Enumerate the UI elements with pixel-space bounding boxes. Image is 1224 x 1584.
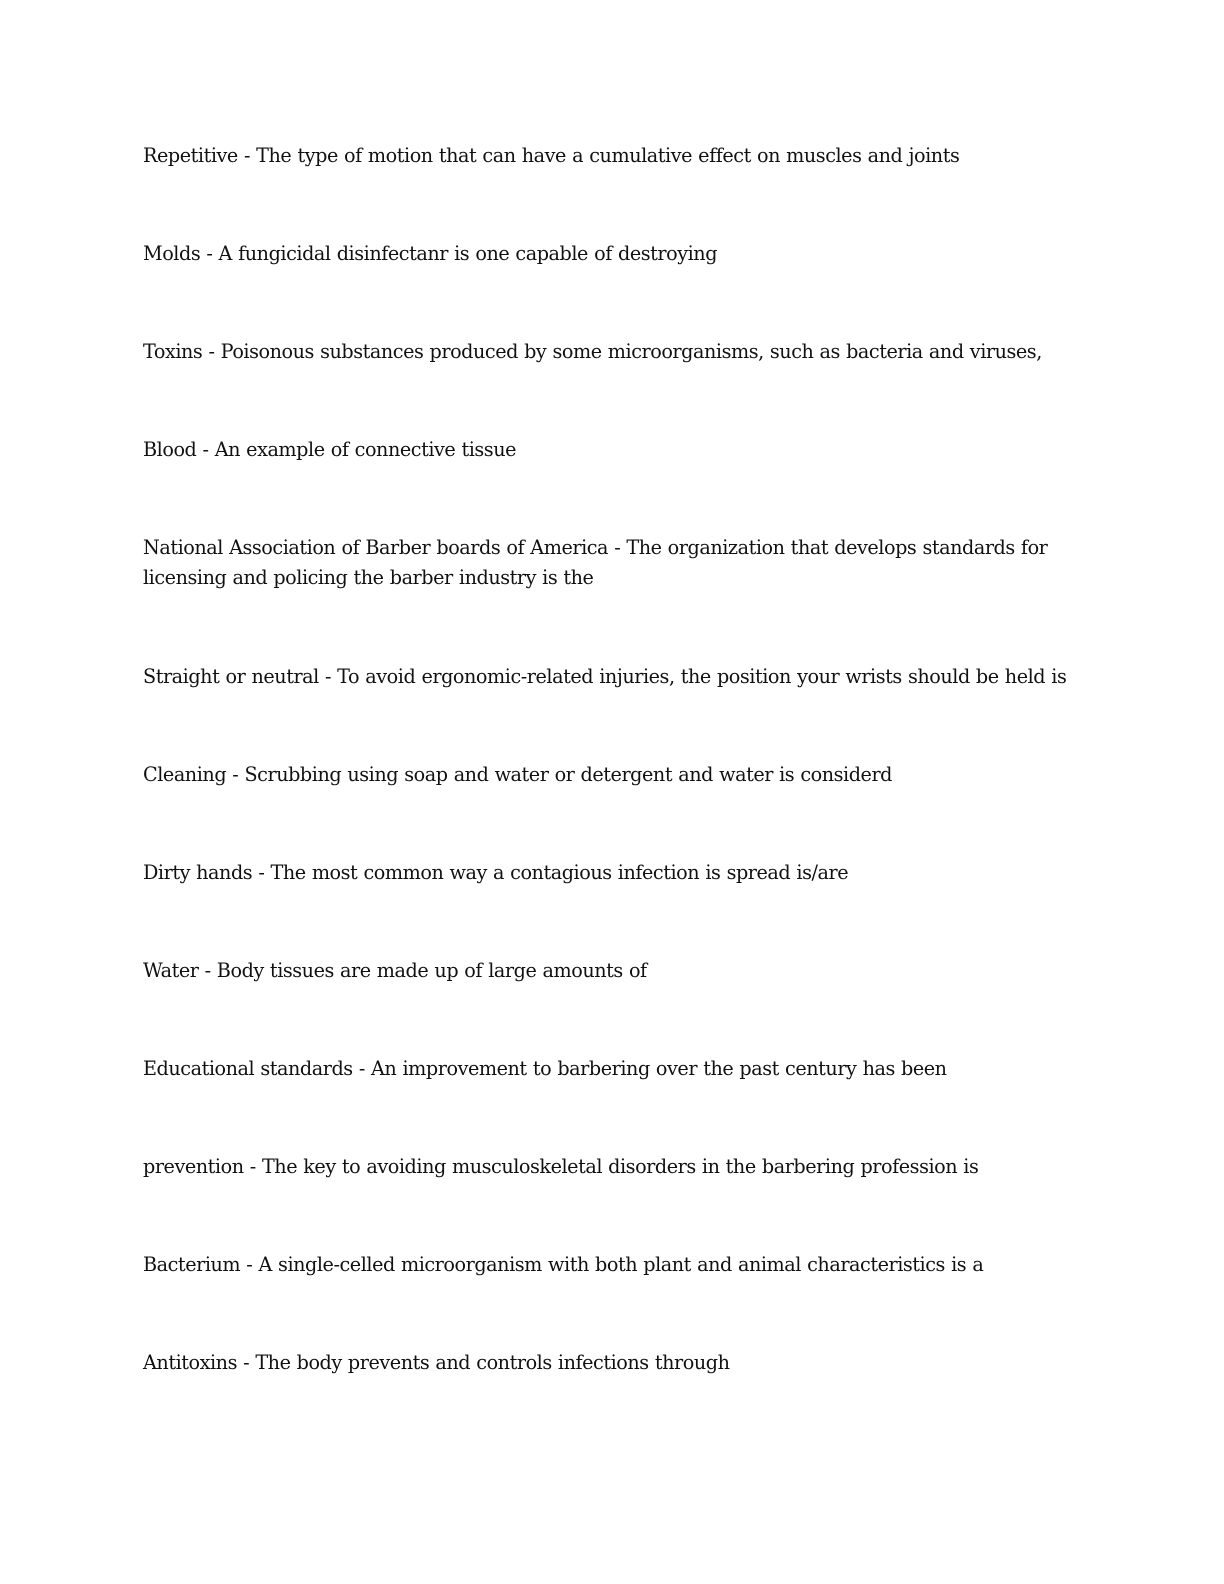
flashcard-entry: National Association of Barber boards of America - The organization that develops standards for licensing and policing the barber industry is the bbox=[143, 536, 1048, 589]
flashcard-entry: Dirty hands - The most common way a contagious infection is spread is/are bbox=[143, 861, 849, 884]
flashcard-entry: Repetitive - The type of motion that can have a cumulative effect on muscles and joints bbox=[143, 144, 960, 167]
flashcard-entry: Cleaning - Scrubbing using soap and water or detergent and water is considerd bbox=[143, 763, 893, 786]
flashcard-list bbox=[143, 141, 1083, 1446]
flashcard-entry: Blood - An example of connective tissue bbox=[143, 438, 517, 461]
flashcard-entry: Molds - A fungicidal disinfectanr is one capable of destroying bbox=[143, 242, 718, 265]
flashcard-entry: Antitoxins - The body prevents and controls infections through bbox=[143, 1351, 730, 1374]
flashcard-entry: Water - Body tissues are made up of large amounts of bbox=[143, 959, 647, 982]
flashcard-entry: Toxins - Poisonous substances produced by some microorganisms, such as bacteria and viruses, bbox=[143, 340, 1042, 363]
flashcard-entry: Educational standards - An improvement to barbering over the past century has been bbox=[143, 1057, 947, 1080]
flashcard-entry: Straight or neutral - To avoid ergonomic-related injuries, the position your wrists should be held is bbox=[143, 665, 1067, 688]
flashcard-entry: prevention - The key to avoiding musculoskeletal disorders in the barbering profession is bbox=[143, 1155, 979, 1178]
flashcard-entry: Bacterium - A single-celled microorganism with both plant and animal characteristics is a bbox=[143, 1253, 984, 1276]
